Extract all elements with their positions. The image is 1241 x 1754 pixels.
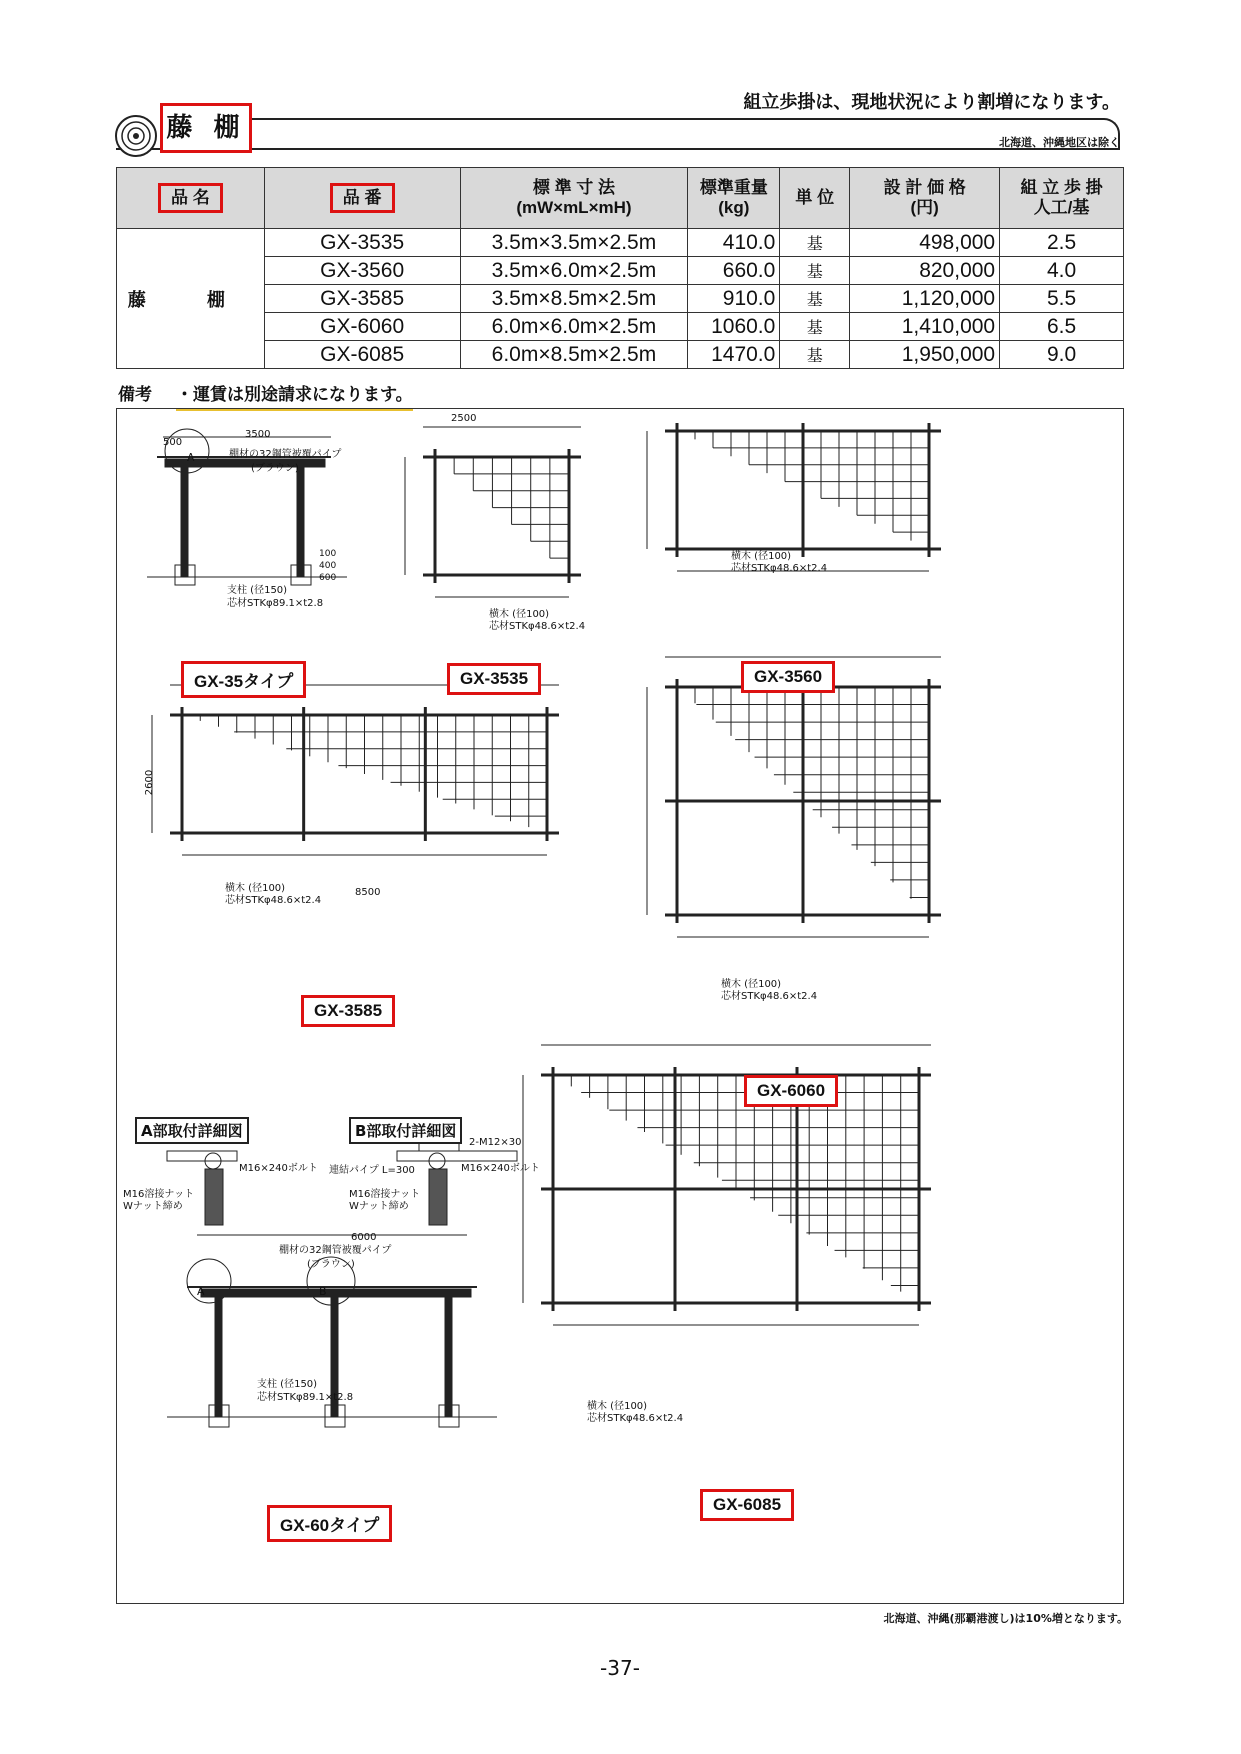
weight-cell: 660.0 — [688, 257, 780, 285]
gx60-top-beam — [201, 1289, 471, 1297]
dim-600: 600 — [319, 573, 337, 583]
m12-note: 2-M12×30 — [469, 1137, 522, 1148]
beam-spec-3535: 芯材STKφ48.6×t2.4 — [489, 621, 586, 632]
remarks-label: 備考 — [118, 385, 152, 405]
price-cell: 1,120,000 — [850, 285, 1000, 313]
post-spec-note: 芯材STKφ89.1×t2.8 — [227, 598, 324, 609]
bolt-note-a: M16×240ボルト — [239, 1163, 318, 1174]
spec-table — [116, 167, 1124, 369]
beam-spec-6085: 芯材STKφ48.6×t2.4 — [587, 1413, 684, 1424]
table-row — [117, 285, 1124, 313]
label-gx60-type: GX-60タイプ — [267, 1505, 392, 1542]
detail-b-plate — [419, 1143, 459, 1151]
weight-cell: 1470.0 — [688, 341, 780, 369]
beam-note-3585: 横木 (径100) — [225, 883, 286, 894]
post-spec-60: 芯材STKφ89.1×t2.8 — [257, 1392, 354, 1403]
brown-note: (ブラウン) — [251, 463, 299, 474]
unit-cell: 基 — [780, 229, 850, 257]
price-cell: 820,000 — [850, 257, 1000, 285]
detail-b-title: B部取付詳細図 — [349, 1117, 462, 1144]
label-gx35-type: GX-35タイプ — [181, 661, 306, 698]
label-gx3585: GX-3585 — [301, 995, 395, 1027]
labor-cell: 5.5 — [1000, 285, 1124, 313]
table-header-row — [117, 168, 1124, 229]
detail-a-beam — [167, 1151, 237, 1161]
beam-spec-6060: 芯材STKφ48.6×t2.4 — [721, 991, 818, 1002]
table-row — [117, 341, 1124, 369]
weight-cell: 410.0 — [688, 229, 780, 257]
product-name-cell: 藤 棚 — [117, 229, 265, 369]
table-row — [117, 257, 1124, 285]
connect-note: 連結パイプ L=300 — [329, 1165, 415, 1176]
dim-2600: 2600 — [144, 769, 156, 796]
gx35-post-right — [297, 467, 304, 577]
labor-cell: 6.5 — [1000, 313, 1124, 341]
beam-note-6085: 横木 (径100) — [587, 1401, 648, 1412]
nut-note-a: M16溶接ナット — [123, 1189, 195, 1200]
size-cell: 6.0m×8.5m×2.5m — [460, 341, 688, 369]
size-cell: 3.5m×8.5m×2.5m — [460, 285, 688, 313]
th-product-code: 品 番 — [264, 168, 460, 229]
weight-cell: 1060.0 — [688, 313, 780, 341]
gx35-post-left — [181, 467, 188, 577]
price-cell: 1,950,000 — [850, 341, 1000, 369]
marker-b-60: B — [319, 1285, 327, 1298]
th-weight: 標準重量 (kg) — [688, 168, 780, 229]
gx60-post-3 — [445, 1297, 452, 1417]
wnut-note-b: Wナット締め — [349, 1201, 409, 1212]
footer-note: 北海道、沖縄(那覇港渡し)は10%増となります。 — [883, 1612, 1128, 1625]
label-gx6060: GX-6060 — [744, 1075, 838, 1107]
weight-cell: 910.0 — [688, 285, 780, 313]
pipe-note: 棚材の32鋼管被覆パイプ — [229, 449, 342, 460]
bolt-note-b: M16×240ボルト — [461, 1163, 540, 1174]
dim-3500: 3500 — [245, 429, 271, 440]
size-cell: 3.5m×3.5m×2.5m — [460, 229, 688, 257]
th-labor: 組 立 歩 掛 人工/基 — [1000, 168, 1124, 229]
wnut-note-a: Wナット締め — [123, 1201, 183, 1212]
table-row — [117, 229, 1124, 257]
marker-a: A — [187, 451, 195, 464]
dim-400: 400 — [319, 561, 337, 571]
labor-cell: 9.0 — [1000, 341, 1124, 369]
label-gx3535: GX-3535 — [447, 663, 541, 695]
th-price: 設 計 価 格 (円) — [850, 168, 1000, 229]
code-cell: GX-3535 — [264, 229, 460, 257]
title-ornament-icon — [114, 114, 158, 158]
beam-spec-3585: 芯材STKφ48.6×t2.4 — [225, 895, 322, 906]
brown-note-60: (ブラウン) — [307, 1259, 355, 1270]
beam-note-6060: 横木 (径100) — [721, 979, 782, 990]
post-note: 支柱 (径150) — [227, 585, 288, 596]
size-cell: 3.5m×6.0m×2.5m — [460, 257, 688, 285]
dim-2500: 2500 — [451, 413, 477, 424]
label-gx6085: GX-6085 — [700, 1489, 794, 1521]
unit-cell: 基 — [780, 341, 850, 369]
detail-a-post — [205, 1169, 223, 1225]
unit-cell: 基 — [780, 257, 850, 285]
remarks-text: ・運賃は別途請求になります。 — [176, 380, 413, 411]
dim-500: 500 — [163, 437, 183, 448]
code-cell: GX-6060 — [264, 313, 460, 341]
page-number: -37- — [600, 1656, 640, 1680]
drawing-area — [116, 408, 1124, 1604]
detail-b-post — [429, 1169, 447, 1225]
size-cell: 6.0m×6.0m×2.5m — [460, 313, 688, 341]
beam-note-3535: 横木 (径100) — [489, 609, 550, 620]
table-row — [117, 313, 1124, 341]
th-unit: 単 位 — [780, 168, 850, 229]
dim-6000: 6000 — [351, 1232, 377, 1243]
dim-8500: 8500 — [355, 887, 381, 898]
page-title: 藤 棚 — [160, 103, 252, 153]
beam-spec-3560: 芯材STKφ48.6×t2.4 — [731, 563, 828, 574]
label-gx3560: GX-3560 — [741, 661, 835, 693]
unit-cell: 基 — [780, 313, 850, 341]
th-size: 標 準 寸 法 (mW×mL×mH) — [460, 168, 688, 229]
code-cell: GX-3585 — [264, 285, 460, 313]
nut-note-b: M16溶接ナット — [349, 1189, 421, 1200]
detail-a-title: A部取付詳細図 — [135, 1117, 249, 1144]
th-product-name: 品 名 — [117, 168, 265, 229]
price-cell: 498,000 — [850, 229, 1000, 257]
code-cell: GX-3560 — [264, 257, 460, 285]
price-cell: 1,410,000 — [850, 313, 1000, 341]
gx60-post-1 — [215, 1297, 222, 1417]
unit-cell: 基 — [780, 285, 850, 313]
dim-100: 100 — [319, 549, 337, 559]
labor-cell: 2.5 — [1000, 229, 1124, 257]
marker-a-60: A — [197, 1285, 205, 1298]
post-note-60: 支柱 (径150) — [257, 1379, 318, 1390]
beam-note-3560: 横木 (径100) — [731, 551, 792, 562]
header-subnote: 北海道、沖縄地区は除く — [999, 136, 1120, 149]
labor-cell: 4.0 — [1000, 257, 1124, 285]
pipe-note-60: 棚材の32鋼管被覆パイプ — [279, 1245, 392, 1256]
header-note: 組立歩掛は、現地状況により割増になります。 — [743, 92, 1120, 113]
code-cell: GX-6085 — [264, 341, 460, 369]
